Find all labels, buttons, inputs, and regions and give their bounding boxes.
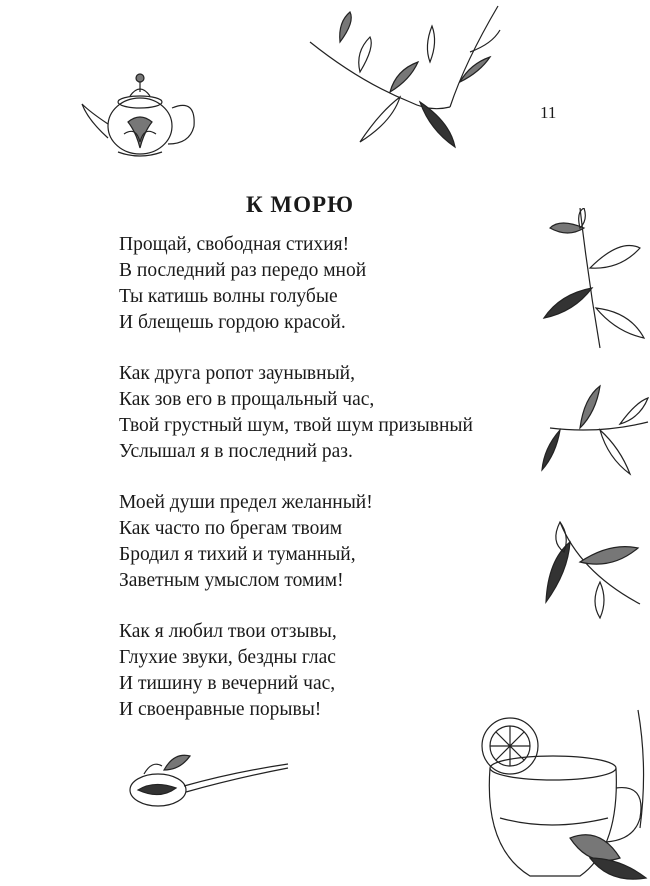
poem-line: Как часто по брегам твоим [119,518,343,539]
poem-line: Как друга ропот заунывный, [119,363,355,384]
teapot-icon [78,68,200,166]
stanza [119,490,473,594]
poem-line: И тишину в вечерний час, [119,673,336,694]
stanza [119,619,473,723]
page-number: 11 [540,103,557,122]
tea-leaves-icon [540,512,650,620]
spoon-icon [124,750,290,812]
poem-title: К МОРЮ [246,192,354,217]
stanza [119,232,473,336]
tea-sprig-icon [540,378,650,480]
poem-line: И блещешь гордою красой. [119,312,346,333]
tea-branch-icon [300,2,505,152]
tea-cup-icon [470,708,650,886]
poem-line: Как я любил твои отзывы, [119,621,337,642]
poem-line: Твой грустный шум, твой шум призывный [119,415,473,436]
poem-line: В последний раз передо мной [119,260,367,281]
stanza [119,361,473,465]
poem-line: Услышал я в последний раз. [119,441,353,462]
poem-body [119,232,473,748]
poem-line: Моей души предел желанный! [119,492,373,513]
poem-line: Прощай, свободная стихия! [119,234,350,255]
poem-line: Глухие звуки, бездны глас [119,647,336,668]
poem-line: Как зов его в прощальный час, [119,389,375,410]
poem-line: Заветным умыслом томим! [119,570,344,591]
poem-line: Бродил я тихий и туманный, [119,544,356,565]
tea-leaves-icon [540,208,650,358]
poem-line: Ты катишь волны голубые [119,286,338,307]
poem-line: И своенравные порывы! [119,699,322,720]
